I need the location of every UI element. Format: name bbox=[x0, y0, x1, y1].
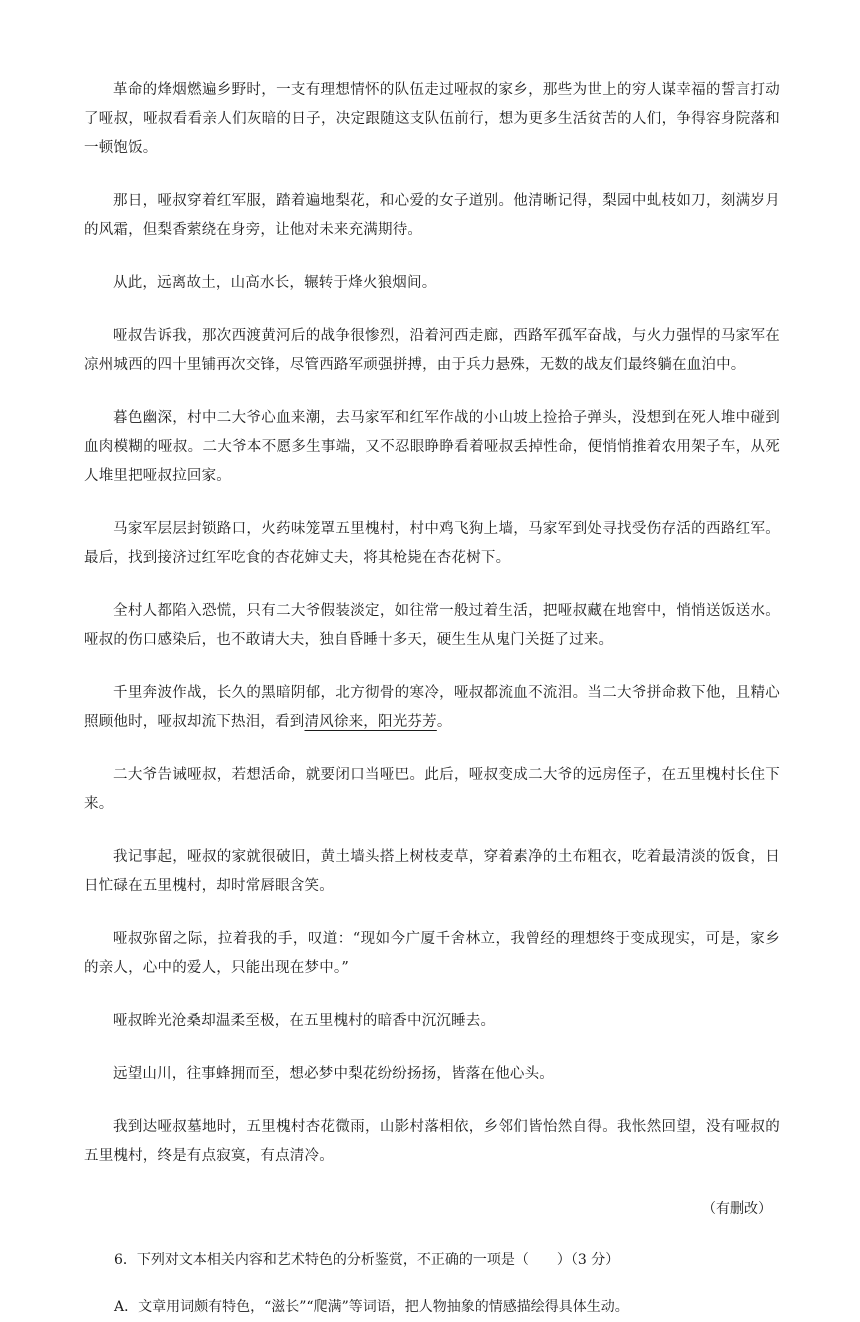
paragraph-9: 二大爷告诫哑叔，若想活命，就要闭口当哑巴。此后，哑叔变成二大爷的远房侄子，在五里槐村长住下来。 bbox=[84, 767, 780, 812]
paragraph-5: 暮色幽深，村中二大爷心血来潮，去马家军和红军作战的小山坡上捡拾子弹头，没想到在死人堆中碰到血肉模糊的哑叔。二大爷本不愿多生事端，又不忍眼睁睁看着哑叔丢掉性命，便悄悄推着农用架子车，从死人堆里把哑叔拉回家。 bbox=[84, 410, 780, 484]
paragraph-8-text: 千里奔波作战，长久的黑暗阴郁，北方彻骨的寒冷，哑叔都流血不流泪。当二大爷拼命救下他，且精心照顾他时，哑叔却流下热泪，看到 bbox=[84, 685, 780, 730]
paragraph-2: 那日，哑叔穿着红军服，踏着遍地梨花，和心爱的女子道别。他清晰记得，梨园中虬枝如刀，刻满岁月的风霜，但梨香萦绕在身旁，让他对未来充满期待。 bbox=[84, 193, 780, 238]
paragraph-14: 我到达哑叔墓地时，五里槐村杏花微雨，山影村落相依，乡邻们皆怡然自得。我怅然回望，没有哑叔的五里槐村，终是有点寂寞，有点清冷。 bbox=[84, 1119, 780, 1164]
paragraph-11: 哑叔弥留之际，拉着我的手，叹道：“现如今广厦千舍林立，我曾经的理想终于变成现实，可是，家乡的亲人，心中的爱人，只能出现在梦中。” bbox=[84, 931, 780, 976]
paragraph-6: 马家军层层封锁路口，火药味笼罩五里槐村，村中鸡飞狗上墙，马家军到处寻找受伤存活的西路红军。最后，找到接济过红军吃食的杏花婶丈夫，将其枪毙在杏花树下。 bbox=[84, 521, 780, 566]
paragraph-8 bbox=[84, 679, 780, 737]
paragraph-4: 哑叔告诉我，那次西渡黄河后的战争很惨烈，沿着河西走廊，西路军孤军奋战，与火力强悍的马家军在凉州城西的四十里铺再次交锋，尽管西路军顽强拼搏，由于兵力悬殊，无数的战友们最终躺在血泊中。 bbox=[84, 328, 780, 373]
paragraph-12: 哑叔眸光沧桑却温柔至极，在五里槐村的暗香中沉沉睡去。 bbox=[113, 1013, 496, 1029]
attribution-note: （有删改） bbox=[702, 1201, 772, 1217]
paragraph-3: 从此，远离故土，山高水长，辗转于烽火狼烟间。 bbox=[113, 275, 437, 291]
underlined-phrase: 清风徐来，阳光芬芳 bbox=[304, 714, 437, 730]
paragraph-10: 我记事起，哑叔的家就很破旧，黄土墙头搭上树枝麦草，穿着素净的土布粗衣，吃着最清淡的饭食，日日忙碌在五里槐村，却时常唇眼含笑。 bbox=[84, 849, 780, 894]
paragraph-13: 远望山川，往事蜂拥而至，想必梦中梨花纷纷扬扬，皆落在他心头。 bbox=[113, 1066, 554, 1082]
question-stem: 6．下列对文本相关内容和艺术特色的分析鉴赏，不正确的一项是（ ）（3 分） bbox=[114, 1252, 620, 1268]
paragraph-8-end: 。 bbox=[436, 714, 452, 730]
paragraph-1: 革命的烽烟燃遍乡野时，一支有理想情怀的队伍走过哑叔的家乡，那些为世上的穷人谋幸福的誓言打动了哑叔，哑叔看看亲人们灰暗的日子，决定跟随这支队伍前行，想为更多生活贫苦的人们，争得容身院落和一顿饱饭。 bbox=[84, 82, 780, 156]
option-a: A．文章用词颇有特色，“滋长”“爬满”等词语，把人物抽象的情感描绘得具体生动。 bbox=[114, 1299, 629, 1315]
paragraph-7: 全村人都陷入恐慌，只有二大爷假装淡定，如往常一般过着生活，把哑叔藏在地窖中，悄悄送饭送水。哑叔的伤口感染后，也不敢请大夫，独自昏睡十多天，硬生生从鬼门关挺了过来。 bbox=[84, 603, 780, 648]
